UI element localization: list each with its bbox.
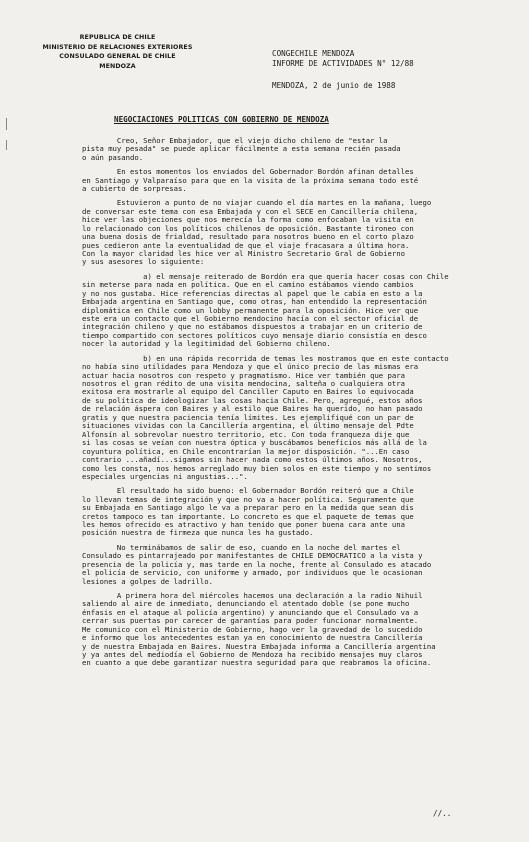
document-body [82,137,502,674]
paragraph: Estuvieron a punto de no viajar cuando el día martes en la mañana, luego de conversar este tema con esa Embajada y con el SECE en Cancillería chilena, hice ver las objeciones que nos merecía la forma como enfocaban la visita en lo relacionado con los políticos chilenos de oposición. Bastante tironeo con una buena dosis de frialdad, resultado para nosotros bueno en el corto plazo pues cedieron ante la eventualidad de que el viaje fracasara a última hora. Con la mayor claridad les hice ver al Ministro Secretario Gral de Gobierno y sus asesores lo siguiente: [82,198,432,267]
report-number: INFORME DE ACTIVIDADES N° 12/88 [272,59,414,68]
letterhead-line: MENDOZA [99,62,136,70]
margin-mark [6,118,7,130]
paragraph: No terminábamos de salir de eso, cuando en la noche del martes el Consulado es pintarrajeado por manifestantes de CHILE DEMOCRATICO a la vista y presencia de la policía y, mas tarde en la noche, frente al Consulado es atacado el policía de servicio, con uniforme y armado, por individuos que le ocasionan lesiones a golpes de ladrillo. [82,542,432,586]
paragraph: El resultado ha sido bueno: el Gobernador Bordón reiteró que a Chile lo llevan temas de integración y que no va a hacer política. Seguramente que su Embajada en Santiago algo le va a preparar pero en la medida que sean dis cretos tampoco es tan importante. Lo concreto es que el paquete de temas que les hemos ofrecido es atractivo y han tenido que poner buena cara ante una posición nuestra de firmeza que nunca les ha gustado. [82,486,414,538]
document-date: MENDOZA, 2 de junio de 1988 [272,81,396,90]
letterhead [30,33,205,71]
report-reference [272,49,414,69]
paragraph: A primera hora del miércoles hacemos una declaración a la radio Nihuil saliendo al aire de inmediato, denunciando el atentado doble (se pone mucho énfasis en el ataque al policía argentino) y anunciando que el Consulado va a cerrar sus puertas por carecer de garantías para poder funcionar normalmente. Me comunico con el Ministerio de Gobierno, hago ver la gravedad de lo sucedido e informo que los antecedentes estan ya en conocimiento de nuestra Cancillería y de nuestra Embajada en Baires. Nuestra Embajada informa a Cancillería argentina y ya antes del mediodía el Gobierno de Mendoza ha recibido mensajes muy claros en cuanto a que debe garantizar nuestra seguridad para que reabramos la oficina. [82,590,436,668]
paragraph: En estos momentos los enviados del Gobernador Bordón afinan detalles en Santiago y Valparaíso para que en la visita de la próxima semana todo esté a cubierto de sorpresas. [82,167,419,194]
paragraph: b) en una rápida recorrida de temas les mostramos que en este contacto no había sino utilidades para Mendoza y que el único precio de las mismas era actuar hacia nosotros con respeto y pragmatismo. Hice ver también que para nosotros el gran rédito de una visita mendocina, salteña o cualquiera otra exitosa era mostrarle al equipo del Canciller Caputo en Baires lo equivocada de su política de ideologizar las cosas hacia Chile. Pero, agregué, estos años de relación áspera con Baires y al estilo que Baires ha querido, no han pasado gratis y que nuestra paciencia tenía límites. Les ejemplifiqué con un par de situaciones vividas con la Cancillería argentina, el último mensaje del Pdte Alfonsín al sobrevolar nuestro territorio, etc. Con toda franqueza dije que si las cosas se veían con nuestra óptica y buscábamos beneficios más allá de la coyuntura política, en Chile encontrarían la mejor disposición. "...En caso contrario ...añadí...sigamos sin hacer nada como estos últimos años. Nosotros, como les consta, nos hemos arreglado muy bien solos en este tiempo y no sentimos especiales urgencias ni angustias...". [82,353,449,481]
paragraph: Creo, Señor Embajador, que el viejo dicho chileno de "estar la pista muy pesada" se puede aplicar fácilmente a esta semana recién pasada o aún pasando. [82,136,401,162]
report-sender: CONGECHILE MENDOZA [272,49,355,58]
margin-mark [6,140,7,150]
paragraph: a) el mensaje reiterado de Bordón era que quería hacer cosas con Chile sin meterse para nada en política. Que en el camino estábamos viendo cambios y no nos gustaba. Hice referencias directas al papel que le cabía en esto a la Embajada argentina en Santiago que, como otras, han entendido la representación diplomática en Chile como un lobby permanente para la oposición. Hice ver que este era un contacto que el Gobierno mendocino hacía con el sector oficial de integración chileno y que no estábamos dispuestos a trabajar en un criterio de tiempo compartido con sectores políticos cuyo mensaje diario consistía en desco nocer la autoridad y la legitimidad del Gobierno chileno. [82,271,449,349]
letterhead-line: MINISTERIO DE RELACIONES EXTERIORES [42,43,193,51]
letterhead-line: CONSULADO GENERAL DE CHILE [59,53,176,61]
subject-heading: NEGOCIACIONES POLITICAS CON GOBIERNO DE MENDOZA [114,115,329,124]
letterhead-line: REPUBLICA DE CHILE [79,34,156,41]
continuation-mark: //.. [433,809,452,818]
